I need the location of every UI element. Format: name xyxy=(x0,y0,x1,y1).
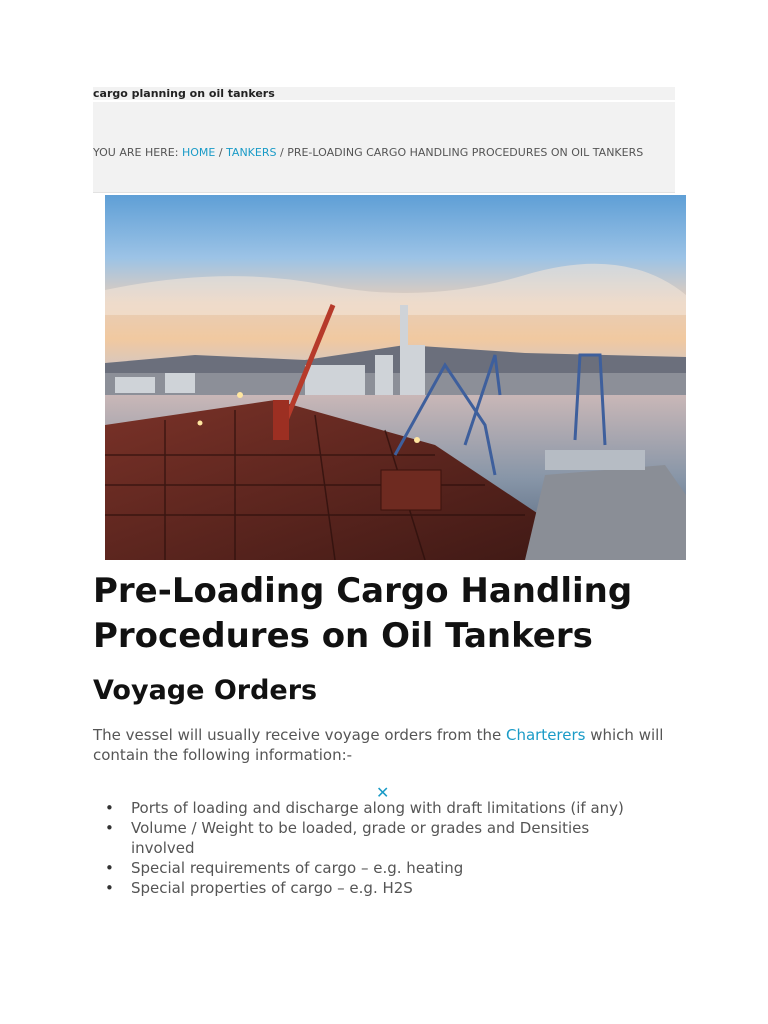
breadcrumb-bar xyxy=(93,102,675,193)
breadcrumb-separator: / xyxy=(279,146,284,159)
list-item: • Ports of loading and discharge along with draft limitations (if any) xyxy=(131,798,653,818)
section-heading: Voyage Orders xyxy=(93,675,318,706)
breadcrumb-current: PRE-LOADING CARGO HANDLING PROCEDURES ON OIL TANKERS xyxy=(287,146,644,159)
list-item: • Special properties of cargo – e.g. H2S xyxy=(131,878,653,898)
list-item: • Volume / Weight to be loaded, grade or grades and Densities involved xyxy=(131,818,653,858)
site-title: cargo planning on oil tankers xyxy=(93,87,275,100)
breadcrumb xyxy=(93,145,653,160)
intro-text-before: The vessel will usually receive voyage orders from the xyxy=(93,726,506,744)
oil-tanker-photo xyxy=(105,195,686,560)
breadcrumb-tankers-link[interactable]: TANKERS xyxy=(226,146,277,159)
hero-image xyxy=(105,195,686,560)
breadcrumb-home-link[interactable]: HOME xyxy=(181,146,216,159)
breadcrumb-separator: / xyxy=(218,146,223,159)
site-title-bar xyxy=(93,87,675,100)
breadcrumb-prefix: YOU ARE HERE: xyxy=(93,146,179,159)
voyage-orders-list xyxy=(93,798,653,898)
list-item: • Special requirements of cargo – e.g. heating xyxy=(131,858,653,878)
intro-paragraph xyxy=(93,725,673,765)
intro-text-after: which will contain the following information:- xyxy=(93,726,664,764)
charterers-link[interactable]: Charterers xyxy=(505,726,586,744)
close-ad-icon[interactable]: ✕ xyxy=(376,783,390,802)
article-title: Pre-Loading Cargo Handling Procedures on Oil Tankers xyxy=(93,571,633,656)
